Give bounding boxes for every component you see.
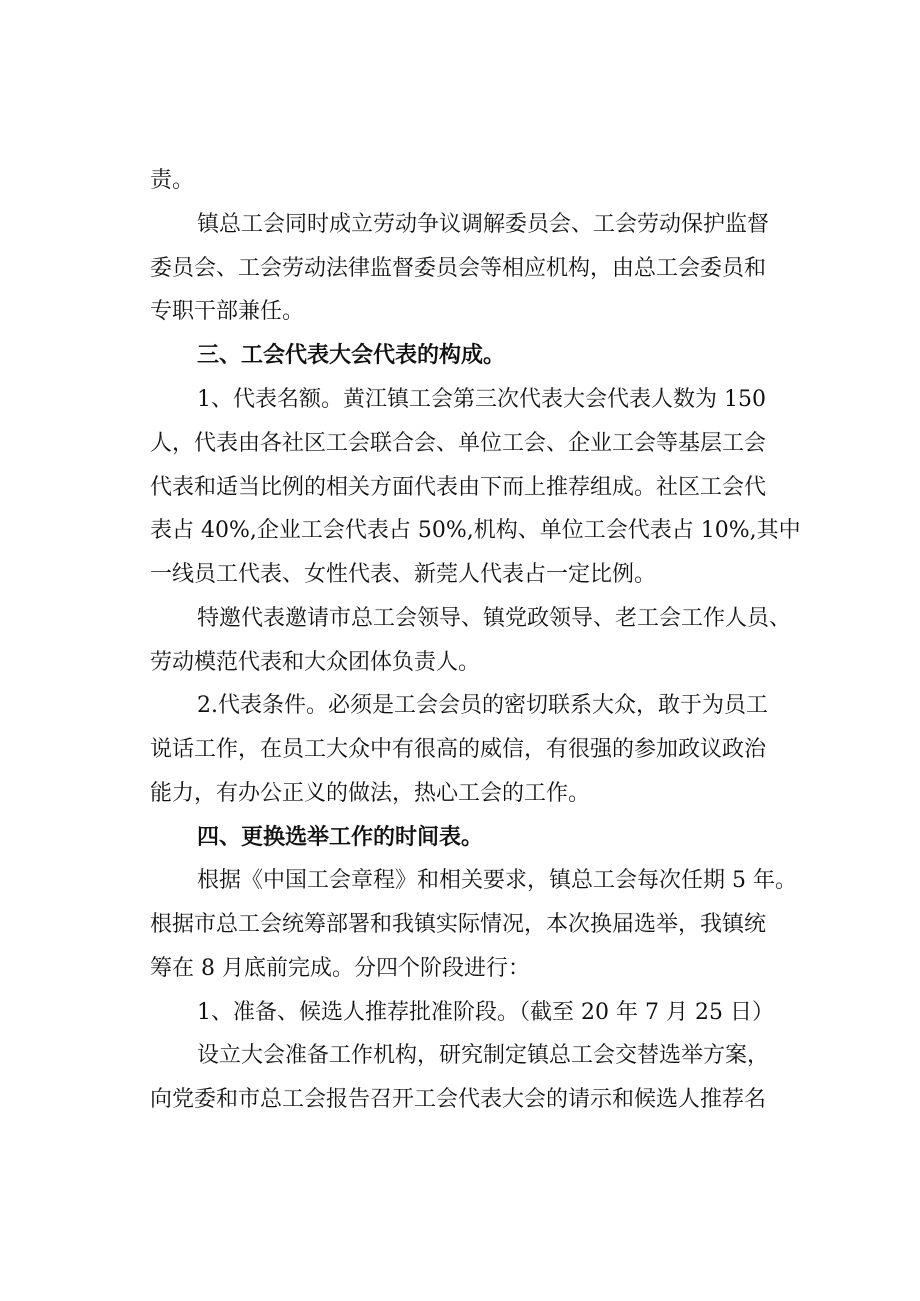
section-heading: 三、工会代表大会代表的构成。: [197, 343, 506, 368]
body-line: 专职干部兼任。: [150, 299, 305, 324]
body-line: 一线员工代表、女性代表、新莞人代表占一定比例。: [150, 562, 657, 587]
body-line: 劳动模范代表和大众团体负责人。: [150, 650, 481, 675]
body-line: 代表和适当比例的相关方面代表由下而上推荐组成。社区工会代: [150, 475, 767, 500]
body-line: 向党委和市总工会报告召开工会代表大会的请示和候选人推荐名: [150, 1087, 767, 1112]
body-line: 根据《中国工会章程》和相关要求，镇总工会每次任期 5 年。: [197, 868, 797, 893]
section-heading: 四、更换选举工作的时间表。: [197, 825, 484, 850]
body-line: 说话工作，在员工大众中有很高的威信，有很强的参加政议政治: [150, 737, 767, 762]
body-line: 特邀代表邀请市总工会领导、镇党政领导、老工会工作人员、: [197, 606, 792, 631]
body-line: 人，代表由各社区工会联合会、单位工会、企业工会等基层工会: [150, 431, 767, 456]
body-line: 责。: [150, 168, 195, 193]
body-line: 表占 40%,企业工会代表占 50%,机构、单位工会代表占 10%,其中: [150, 518, 801, 543]
body-line: 筹在 8 月底前完成。分四个阶段进行：: [150, 956, 530, 981]
body-line: 2.代表条件。必须是工会会员的密切联系大众，敢于为员工: [197, 693, 768, 718]
body-line: 委员会、工会劳动法律监督委员会等相应机构，由总工会委员和: [150, 256, 767, 281]
body-line: 能力，有办公正义的做法，热心工会的工作。: [150, 781, 591, 806]
body-line: 1、准备、候选人推荐批准阶段。（截至 20 年 7 月 25 日）: [197, 1000, 774, 1025]
body-line: 镇总工会同时成立劳动争议调解委员会、工会劳动保护监督: [197, 212, 770, 237]
body-line: 设立大会准备工作机构，研究制定镇总工会交替选举方案，: [197, 1043, 770, 1068]
body-line: 根据市总工会统筹部署和我镇实际情况，本次换届选举，我镇统: [150, 912, 767, 937]
body-line: 1、代表名额。黄江镇工会第三次代表大会代表人数为 150: [197, 387, 766, 412]
